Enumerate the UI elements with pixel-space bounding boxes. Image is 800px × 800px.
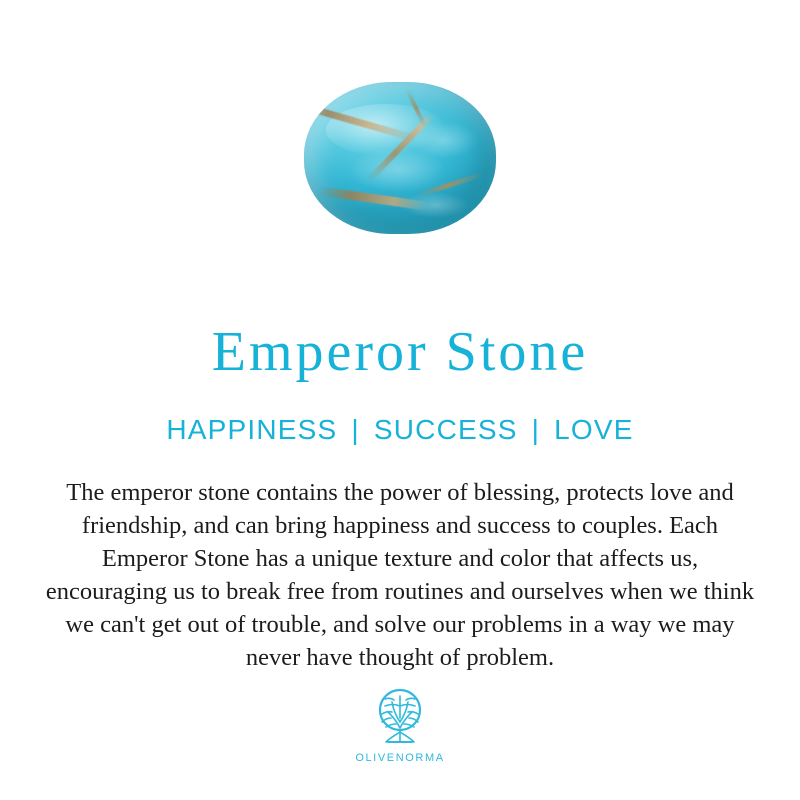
keyword-list <box>166 414 633 446</box>
stone-highlight <box>400 192 470 218</box>
brand-name: OLIVENORMA <box>355 752 445 765</box>
keyword-happiness: HAPPINESS <box>166 414 338 445</box>
keyword-separator: | <box>531 414 541 445</box>
keyword-separator: | <box>351 414 360 445</box>
page-title: Emperor Stone <box>211 321 589 383</box>
stone-image <box>300 78 500 238</box>
keyword-love: LOVE <box>554 414 634 445</box>
description-text: The emperor stone contains the power of blessing, protects love and friendship, and can bring happiness and success to couples. Each Emperor Stone has a unique texture and color that affects us, encouraging us to break free from routines and ourselves when we think we can't get out of trouble, and solve our problems in a way we may never have thought of problem. <box>45 479 755 672</box>
brand-logo <box>355 688 444 764</box>
keyword-success: SUCCESS <box>373 414 518 445</box>
tree-of-life-icon <box>358 688 442 750</box>
emperor-stone-graphic <box>304 82 496 234</box>
